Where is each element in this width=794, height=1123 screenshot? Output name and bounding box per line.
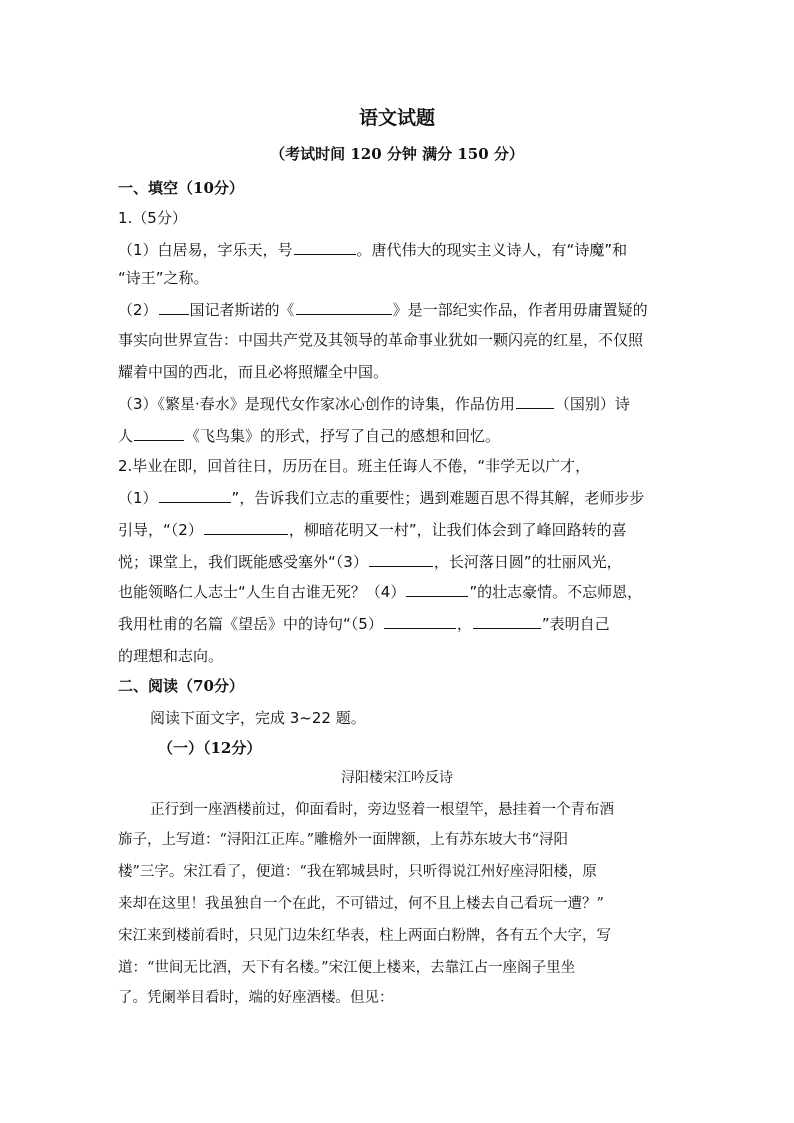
- answer-blank[interactable]: [159, 488, 231, 503]
- q2-text: ，长河落日圆”的壮丽风光，: [433, 553, 622, 571]
- passage-line: 旆子，上写道：“浔阳江正库。”雕檐外一面牌额，上有苏东坡大书“浔阳: [118, 832, 568, 848]
- q1-2-text-c: 》是一部纪实作品，作者用毋庸置疑的: [392, 301, 648, 319]
- q1-2-line3: 耀着中国的西北，而且必将照耀全中国。: [118, 363, 389, 381]
- q1-3-text-d: 《飞鸟集》的形式，抒写了自己的感想和回忆。: [185, 427, 501, 445]
- q2-line2: [118, 488, 644, 508]
- q2-text: ”，告诉我们立志的重要性；遇到难题百思不得其解，老师步步: [231, 489, 645, 507]
- answer-blank[interactable]: [369, 552, 433, 567]
- answer-blank[interactable]: [204, 520, 288, 535]
- q2-text: 引导，“（2）: [118, 521, 203, 539]
- answer-blank[interactable]: [473, 614, 541, 629]
- answer-blank[interactable]: [406, 582, 468, 597]
- q1-3-line1: [118, 394, 630, 414]
- q1-1-line1: [118, 240, 627, 260]
- q2-text: 也能领略仁人志士“人生自古谁无死？（4）: [118, 583, 406, 601]
- q2-line6: [118, 614, 610, 634]
- q2-line3: [118, 520, 627, 540]
- reading-instruction: 阅读下面文字，完成 3~22 题。: [150, 709, 366, 727]
- section2-heading: 二、阅读（70分）: [118, 677, 244, 695]
- passage-title: 浔阳楼宋江吟反诗: [341, 770, 453, 786]
- passage-line: 了。凭阑举目看时，端的好座酒楼。但见：: [118, 990, 394, 1006]
- exam-title: 语文试题: [358, 107, 435, 129]
- passage-line: 道：“世间无比酒，天下有名楼。”宋江便上楼来，去靠江占一座阁子里坐: [118, 960, 576, 976]
- q2-text: 悦；课堂上，我们既能感受塞外“（3）: [118, 553, 368, 571]
- q1-2-line1: [118, 300, 648, 320]
- q1-3-text-c: 人: [118, 427, 134, 445]
- q2-line4: [118, 552, 622, 572]
- answer-blank[interactable]: [384, 614, 456, 629]
- q2-line7: 的理想和志向。: [118, 647, 224, 665]
- q2-text: ，: [456, 615, 472, 633]
- passage-line: 宋江来到楼前看时，只见门边朱红华表，柱上两面白粉牌，各有五个大字，写: [118, 928, 611, 944]
- passage-line: 楼”三字。宋江看了，便道：“我在郓城县时，只听得说江州好座浔阳楼，原: [118, 864, 597, 880]
- q1-label: 1.（5分）: [118, 209, 187, 227]
- q1-1-text-a: （1）白居易，字乐天，号: [118, 241, 293, 259]
- q2-text: （1）: [118, 489, 158, 507]
- q1-3-text-a: （3）《繁星·春水》是现代女作家冰心创作的诗集，作品仿用: [118, 395, 515, 413]
- q1-1-line2: “诗王”之称。: [118, 269, 209, 287]
- q2-text: ，柳暗花明又一村”，让我们体会到了峰回路转的喜: [288, 521, 627, 539]
- q1-2-text-b: 国记者斯诺的《: [189, 301, 295, 319]
- answer-blank[interactable]: [159, 300, 189, 315]
- q1-2-line2: 事实向世界宣告：中国共产党及其领导的革命事业犹如一颗闪亮的红星，不仅照: [118, 331, 644, 349]
- passage-line: 正行到一座酒楼前过，仰面看时，旁边竖着一根望竿，悬挂着一个青布酒: [150, 802, 614, 818]
- answer-blank[interactable]: [294, 240, 356, 255]
- passage-line: 来却在这里！我虽独自一个在此，不可错过，何不且上楼去自己看玩一遭？”: [118, 896, 604, 912]
- answer-blank[interactable]: [296, 300, 392, 315]
- q1-3-text-b: （国别）诗: [554, 395, 630, 413]
- q1-3-line2: [118, 426, 500, 446]
- q2-line5: [118, 582, 642, 602]
- q1-1-text-b: 。唐代伟大的现实主义诗人，有“诗魔”和: [356, 241, 628, 259]
- part1-heading: （一）（12分）: [158, 739, 262, 757]
- q1-2-text-a: （2）: [118, 301, 158, 319]
- q2-text: 我用杜甫的名篇《望岳》中的诗句“（5）: [118, 615, 383, 633]
- q2-text: ”的壮志豪情。不忘师恩，: [469, 583, 643, 601]
- q2-line1: 2.毕业在即，回首往日，历历在目。班主任诲人不倦，“非学无以广才，: [118, 457, 591, 475]
- answer-blank[interactable]: [134, 426, 184, 441]
- section1-heading: 一、填空（10分）: [118, 179, 244, 197]
- q2-text: ”表明自己: [541, 615, 610, 633]
- answer-blank[interactable]: [516, 394, 554, 409]
- exam-subtitle: （考试时间 120 分钟 满分 150 分）: [270, 145, 524, 163]
